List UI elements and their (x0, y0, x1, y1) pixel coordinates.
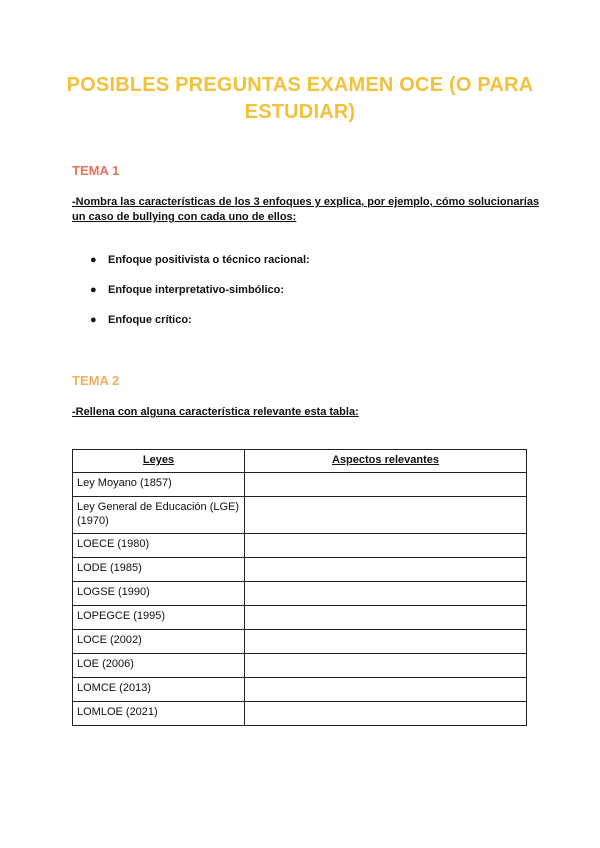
document-title: POSIBLES PREGUNTAS EXAMEN OCE (O PARA ESTUDIAR) (66, 74, 534, 123)
ley-cell: LODE (1985) (73, 558, 245, 582)
aspectos-cell (245, 606, 527, 630)
tema-1-heading: TEMA 1 (72, 163, 120, 178)
aspectos-cell (245, 497, 527, 534)
table-row (73, 702, 527, 726)
ley-cell: LOMLOE (2021) (73, 702, 245, 726)
aspectos-cell (245, 558, 527, 582)
table-row (73, 654, 527, 678)
list-item-label: Enfoque positivista o técnico racional: (108, 254, 310, 266)
list-item (90, 282, 310, 312)
list-item (90, 252, 310, 282)
tema-1-question: -Nombra las características de los 3 enfoques y explica, por ejemplo, cómo solucionarías un caso de bullying con cada uno de ellos: (72, 196, 540, 223)
ley-cell: Ley Moyano (1857) (73, 473, 245, 497)
aspectos-cell (245, 654, 527, 678)
aspectos-cell (245, 534, 527, 558)
ley-cell: LOE (2006) (73, 654, 245, 678)
bullet-icon: ● (90, 314, 97, 326)
aspectos-cell (245, 582, 527, 606)
bullet-icon: ● (90, 254, 97, 266)
ley-cell: LOGSE (1990) (73, 582, 245, 606)
column-header-aspectos: Aspectos relevantes (245, 450, 527, 473)
ley-cell: LOCE (2002) (73, 630, 245, 654)
ley-cell: Ley General de Educación (LGE) (1970) (73, 497, 245, 534)
ley-cell: LOECE (1980) (73, 534, 245, 558)
ley-cell: LOPEGCE (1995) (73, 606, 245, 630)
table-row (73, 534, 527, 558)
table-row (73, 558, 527, 582)
table-row (73, 630, 527, 654)
list-item (90, 312, 310, 342)
leyes-table (72, 449, 527, 726)
table-row (73, 678, 527, 702)
table-row (73, 497, 527, 534)
ley-cell: LOMCE (2013) (73, 678, 245, 702)
table-header-row (73, 450, 527, 473)
list-item-label: Enfoque crítico: (108, 314, 192, 326)
aspectos-cell (245, 473, 527, 497)
table-row (73, 606, 527, 630)
list-item-label: Enfoque interpretativo-simbólico: (108, 284, 285, 296)
tema-2-question: -Rellena con alguna característica relevante esta tabla: (72, 406, 359, 418)
tema-2-heading: TEMA 2 (72, 373, 120, 388)
aspectos-cell (245, 678, 527, 702)
enfoques-list (90, 252, 310, 342)
aspectos-cell (245, 630, 527, 654)
table-row (73, 473, 527, 497)
bullet-icon: ● (90, 284, 97, 296)
column-header-leyes: Leyes (73, 450, 245, 473)
table-row (73, 582, 527, 606)
aspectos-cell (245, 702, 527, 726)
